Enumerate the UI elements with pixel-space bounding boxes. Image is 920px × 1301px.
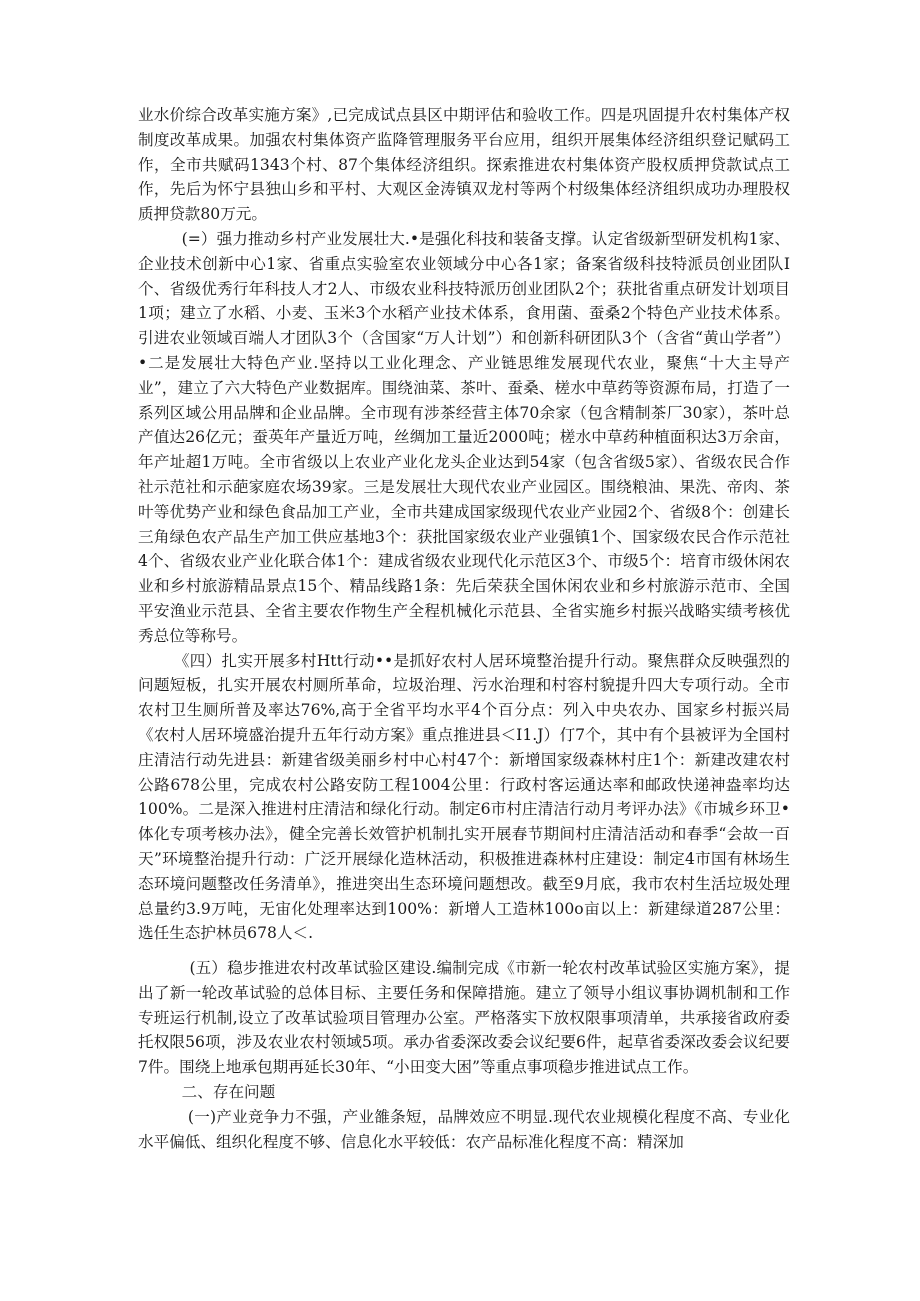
section-heading: 二、存在问题 xyxy=(181,1083,276,1102)
paragraph-3: 《四）扎实开展多村Htt行动••是抓好农村人居环境整治提升行动。聚焦群众反映强烈的问题短板，扎实开展农村厕所革命，垃圾治理、污水治理和村容村貌提升四大专项行动。全市农村卫生厕所普及率达76%,高于全省平均水平4个百分点：列入中央农办、国家乡村振兴局《农村人居环境盛治提升五年行动方案》重点推进县＜I1.J）仃7个，其中有个县被评为全国村庄清洁行动先进县：新建省级美丽乡村中心村47个：新增国家级森林村庄1个：新建改建农村公路678公里，完成农村公路安防工程1004公里：行政村客运通达率和邮政快递神盎率均达100%。二是深入推进村庄清洁和绿化行动。制定6市村庄清洁行动月考评办法》《市城乡环卫•体化专项考核办法》，健全完善长效管护机制扎实开展春节期间村庄清洁活动和春季“会故一百天”环境整治提升行动：广泛开展绿化造林活动，积极推进森林村庄建设：制定4市国有林场生态环境问题整改任务清单》，推进突出生态环境问题想改。截至9月底，我市农村生活垃圾处理总量约3.9万吨，无宙化处理率达到100%：新增人工造林100o亩以上：新建绿道287公里：选任生态护林员678人＜. xyxy=(138,651,790,943)
paragraph-1: 业水价综合改革实施方案》,已完成试点县区中期评估和验收工作。四是巩固提升农村集体产权制度改革成果。加强农村集体资产监降管理服务平台应用，组织开展集体经济组织登记赋码工作，全市共赋码1343个村、87个集体经济组织。探索推进农村集体资产股权质押贷款试点工作，先后为怀宁县独山乡和平村、大观区金涛镇双龙村等两个村级集体经济组织成功办理股权质押贷款80万元。 xyxy=(138,106,790,224)
paragraph-4: (五）稳步推进农村改革试验区建设.编制完成《市新一轮农村改革试验区实施方案》，提出了新一轮改革试验的总体目标、主要任务和保障措施。建立了领导小组议事协调机制和工作专班运行机制,设立了改革试验项目管理办公室。严格落实下放权限事项清单，共承接省政府委托权限56项，涉及农业农村领域5项。承办省委深改委会议纪要6件，起草省委深改委会议纪要7件。围绕上地承包期再延长30年、“小田变大困”等重点事项稳步推进试点工作。 xyxy=(138,959,790,1077)
paragraph-2: (=）强力推动乡村产业发展壮大.•是强化科技和装备支撑。认定省级新型研发机构1家、企业技术创新中心1家、省重点实验室农业领域分中心各1家；备案省级科技特派员创业团队I个、省级优秀行年科技人才2人、市级农业科技特派历创业团队2个；获批省重点研发计划项目1项；建立了水稻、小麦、玉米3个水稻产业技术体系，食用菌、蚕桑2个特色产业技术体系。引进农业领域百端人才团队3个（含国家“万人计划”）和创新科研团队3个（含省“黄山学者”）•二是发展壮大特色产业.坚持以工业化理念、产业链思维发展现代农业，聚焦“十大主导产业”，建立了六大特色产业数据库。围绕油菜、茶叶、蚕桑、槎水中草药等资源布局，打造了一系列区域公用品牌和企业品牌。全市现有涉茶经营主体70余家（包含精制茶厂30家），茶叶总产值达26亿元；蚕英年产量近万吨，丝绸加工量近2000吨；槎水中草药种植面积达3万余亩，年产址超1万吨。全市省级以上农业产业化龙头企业达到54家（包含省级5家）、省级农民合作社示范社和示葩家庭农场39家。三是发展壮大现代农业产业园区。围绕粮油、果洗、帝肉、茶叶等优势产业和绿色食品加工产业，全市共建成国家级现代农业产业园2个、省级8个：创建长三角绿色农产品生产加工供应基地3个：获批国家级农业产业强镇1个、国家级农民合作示范社4个、省级农业产业化联合体1个：建成省级农业现代化示范区3个、市级5个：培育市级休闲农业和乡村旅游精品景点15个、精品线路1条：先后荣获全国休闲农业和乡村旅游示范市、全国平安渔业示范县、全省主要农作物生产全程机械化示范县、全省实施乡村振兴战略实绩考核优秀总位等称号。 xyxy=(138,229,790,645)
paragraph-5: (一)产业竞争力不强，产业雒条短，品牌效应不明显.现代农业规模化程度不高、专业化水平偏低、组织化程度不够、信息化水平较低：农产品标准化程度不高：精深加 xyxy=(138,1107,790,1151)
document-page xyxy=(138,103,790,1154)
